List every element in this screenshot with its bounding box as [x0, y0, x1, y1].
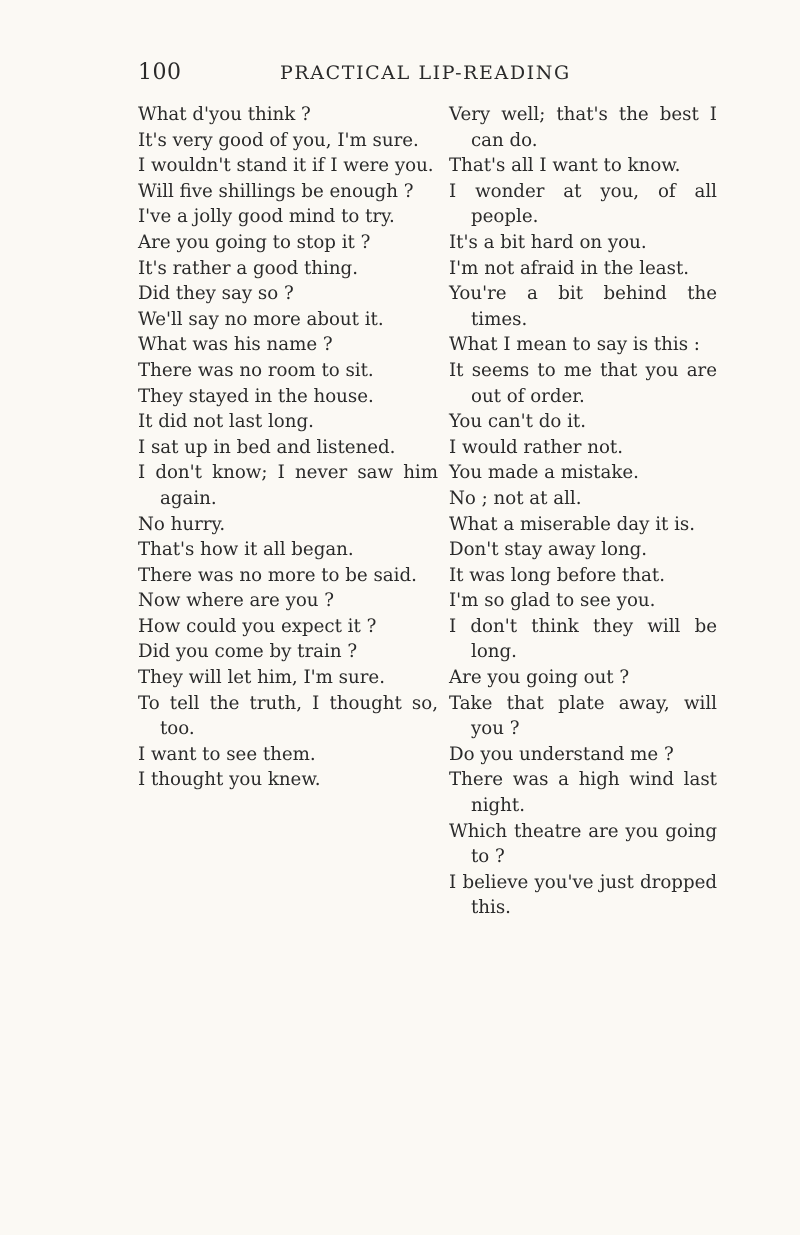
phrase: What a miserable day it is.: [449, 513, 696, 535]
phrase: Do you understand me ?: [449, 743, 674, 765]
running-head: PRACTICAL LIP-READING: [280, 62, 571, 84]
phrase: Are you going to stop it ?: [138, 231, 371, 253]
phrase: It's a bit hard on you.: [449, 231, 647, 253]
phrase: Did you come by train ?: [138, 641, 358, 663]
phrase: It's rather a good thing.: [138, 257, 358, 279]
phrase: Take that plate away, will you ?: [449, 692, 717, 740]
phrase: I wonder at you, of all people.: [449, 180, 717, 228]
page-number: 100: [138, 60, 182, 85]
right-column: [449, 102, 717, 921]
phrase: I believe you've just dropped this.: [449, 871, 717, 919]
phrase: You're a bit behind the times.: [449, 283, 717, 330]
phrase: I don't think they will be long.: [449, 615, 717, 663]
phrase: I don't know; I never saw him again.: [138, 462, 438, 509]
phrase: There was no more to be said.: [138, 564, 417, 586]
phrase: To tell the truth, I thought so, too.: [138, 692, 438, 740]
phrase: I wouldn't stand it if I were you.: [138, 155, 434, 177]
phrase: Now where are you ?: [138, 590, 335, 612]
phrase: I thought you knew.: [138, 769, 321, 791]
phrase: Did they say so ?: [138, 283, 294, 305]
phrase: We'll say no more about it.: [138, 308, 384, 330]
phrase: Don't stay away long.: [449, 539, 648, 561]
phrase: There was a high wind last night.: [449, 769, 717, 817]
phrase: I want to see them.: [138, 743, 316, 765]
phrase: You made a mistake.: [449, 462, 639, 484]
phrase: Will five shillings be enough ?: [138, 180, 414, 202]
phrase: They stayed in the house.: [138, 385, 374, 407]
phrase: I'm so glad to see you.: [449, 590, 656, 612]
phrase: I've a jolly good mind to try.: [138, 206, 395, 228]
phrase: No ; not at all.: [449, 487, 582, 509]
phrase: Are you going out ?: [449, 667, 630, 689]
phrase: Very well; that's the best I can do.: [449, 104, 717, 151]
phrase: That's how it all began.: [138, 539, 354, 561]
phrase: You can't do it.: [449, 411, 586, 433]
phrase: What I mean to say is this :: [449, 334, 700, 356]
left-column: [138, 102, 438, 793]
phrase: I'm not afraid in the least.: [449, 257, 690, 279]
phrase: There was no room to sit.: [138, 359, 374, 381]
phrase: It seems to me that you are out of order.: [449, 359, 717, 407]
phrase: It did not last long.: [138, 411, 314, 433]
phrase: Which theatre are you going to ?: [449, 820, 717, 868]
phrase: How could you expect it ?: [138, 615, 377, 637]
phrase: I sat up in bed and listened.: [138, 436, 396, 458]
phrase: It was long before that.: [449, 564, 665, 586]
phrase: That's all I want to know.: [449, 155, 681, 177]
phrase: What d'you think ?: [138, 104, 311, 125]
phrase: They will let him, I'm sure.: [138, 667, 385, 689]
phrase: I would rather not.: [449, 436, 623, 458]
phrase: No hurry.: [138, 513, 226, 535]
phrase: What was his name ?: [138, 334, 333, 356]
phrase: It's very good of you, I'm sure.: [138, 129, 419, 151]
